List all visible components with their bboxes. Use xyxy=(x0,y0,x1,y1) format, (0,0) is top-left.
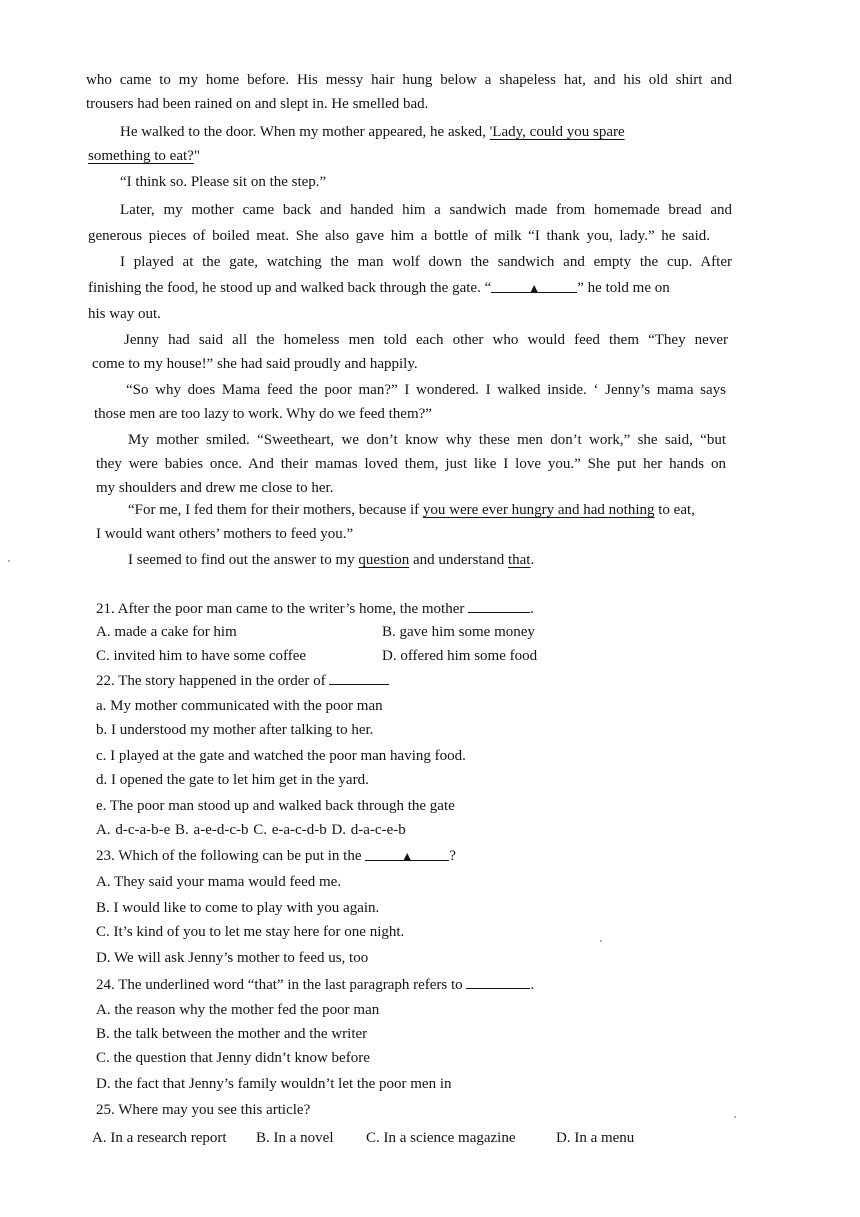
option-b[interactable]: B. In a novel xyxy=(256,1130,334,1146)
scan-speck xyxy=(600,940,602,942)
answer-blank xyxy=(466,974,530,989)
scan-speck xyxy=(734,1116,736,1118)
passage-text: ” he told me on xyxy=(577,280,670,296)
question-21-options xyxy=(96,622,535,642)
passage-line: who came to my home before. His messy hair hung below a shapeless hat, and his old shirt and xyxy=(86,72,732,88)
passage-line: those men are too lazy to work. Why do we feed them?” xyxy=(94,406,432,422)
question-text: ? xyxy=(449,848,456,864)
question-text: 23. Which of the following can be put in the xyxy=(96,848,362,864)
option-d[interactable]: D. In a menu xyxy=(556,1130,635,1146)
question-text: 21. After the poor man came to the writer’s home, the mother xyxy=(96,601,465,617)
answer-blank xyxy=(468,598,530,613)
option-a[interactable]: A. In a research report xyxy=(92,1130,227,1146)
option-d[interactable]: D. the fact that Jenny’s family wouldn’t let the poor men in xyxy=(96,1076,452,1092)
question-21-options xyxy=(96,646,537,666)
question-text: . xyxy=(530,977,535,993)
answer-blank xyxy=(329,670,389,685)
underlined-phrase: you were ever hungry and had nothing xyxy=(422,502,655,518)
passage-line: Jenny had said all the homeless men told each other who would feed them “They never xyxy=(124,332,728,348)
passage-line: his way out. xyxy=(88,306,161,322)
underlined-word-that: that xyxy=(507,552,531,568)
triangle-marker-icon: ▲ xyxy=(401,849,414,863)
event-item-c: c. I played at the gate and watched the poor man having food. xyxy=(96,748,466,764)
passage-line xyxy=(128,550,534,570)
passage-text: “For me, I fed them for their mothers, because if xyxy=(128,502,423,518)
option-c[interactable]: C. It’s kind of you to let me stay here for one night. xyxy=(96,924,405,940)
question-24-stem xyxy=(96,974,534,995)
question-22-stem xyxy=(96,670,389,691)
question-21-stem xyxy=(96,598,534,619)
question-text: 24. The underlined word “that” in the last paragraph refers to xyxy=(96,977,463,993)
scan-speck xyxy=(8,560,10,562)
option-a[interactable]: A. made a cake for him xyxy=(96,624,237,640)
passage-line: trousers had been rained on and slept in. He smelled bad. xyxy=(86,96,429,112)
answer-blank xyxy=(491,278,577,293)
passage-line: My mother smiled. “Sweetheart, we don’t know why these men don’t work,” she said, “but xyxy=(128,432,726,448)
passage-line: my shoulders and drew me close to her. xyxy=(96,480,334,496)
event-item-e: e. The poor man stood up and walked back through the gate xyxy=(96,798,455,814)
question-25-stem: 25. Where may you see this article? xyxy=(96,1102,311,1118)
event-item-a: a. My mother communicated with the poor man xyxy=(96,698,383,714)
option-c[interactable]: C. the question that Jenny didn’t know before xyxy=(96,1050,370,1066)
event-item-d: d. I opened the gate to let him get in the yard. xyxy=(96,772,369,788)
passage-line: Later, my mother came back and handed him a sandwich made from homemade bread and xyxy=(120,202,732,218)
passage-line: I played at the gate, watching the man wolf down the sandwich and empty the cup. After xyxy=(120,254,732,270)
answer-blank xyxy=(365,846,449,861)
passage-line: “I think so. Please sit on the step.” xyxy=(120,174,327,190)
passage-line xyxy=(128,500,695,520)
option-b[interactable]: B. the talk between the mother and the writer xyxy=(96,1026,368,1042)
question-text: 22. The story happened in the order of xyxy=(96,673,326,689)
event-item-b: b. I understood my mother after talking to her. xyxy=(96,722,374,738)
passage-line xyxy=(88,278,670,298)
option-d[interactable]: D. offered him some food xyxy=(382,648,538,664)
question-23-stem xyxy=(96,846,456,866)
option-a[interactable]: A. They said your mama would feed me. xyxy=(96,874,342,890)
passage-line xyxy=(120,122,732,142)
passage-text: He walked to the door. When my mother appeared, he asked, xyxy=(120,124,490,140)
passage-line: come to my house!” she had said proudly and happily. xyxy=(92,356,418,372)
option-d[interactable]: D. We will ask Jenny’s mother to feed us, too xyxy=(96,950,369,966)
passage-line: they were babies once. And their mamas loved them, just like I love you.” She put her hands on xyxy=(96,456,726,472)
passage-line: I would want others’ mothers to feed you.” xyxy=(96,526,354,542)
passage-line xyxy=(88,146,200,166)
question-22-options[interactable]: A. d-c-a-b-e B. a-e-d-c-b C. e-a-c-d-b D. d-a-c-e-b xyxy=(96,822,406,838)
passage-text: to eat, xyxy=(654,502,695,518)
option-b[interactable]: B. I would like to come to play with you again. xyxy=(96,900,380,916)
option-c[interactable]: C. In a science magazine xyxy=(366,1130,516,1146)
option-b[interactable]: B. gave him some money xyxy=(382,624,535,640)
passage-text: " xyxy=(193,148,200,164)
option-a[interactable]: A. the reason why the mother fed the poor man xyxy=(96,1002,380,1018)
triangle-marker-icon: ▲ xyxy=(528,281,541,295)
question-text: . xyxy=(530,601,534,617)
passage-text: . xyxy=(530,552,535,568)
question-25-options xyxy=(92,1128,634,1148)
underlined-word-question: question xyxy=(358,552,410,568)
option-c[interactable]: C. invited him to have some coffee xyxy=(96,648,307,664)
passage-text: finishing the food, he stood up and walked back through the gate. “ xyxy=(88,280,492,296)
underlined-phrase: something to eat? xyxy=(88,148,194,164)
passage-text: I seemed to find out the answer to my xyxy=(128,552,359,568)
passage-line: generous pieces of boiled meat. She also gave him a bottle of milk “I thank you, lady.” he said. xyxy=(88,228,710,244)
underlined-phrase: 'Lady, could you spare xyxy=(489,124,625,140)
passage-line: “So why does Mama feed the poor man?” I wondered. I walked inside. ‘ Jenny’s mama says xyxy=(126,382,726,398)
passage-text: and understand xyxy=(409,552,508,568)
